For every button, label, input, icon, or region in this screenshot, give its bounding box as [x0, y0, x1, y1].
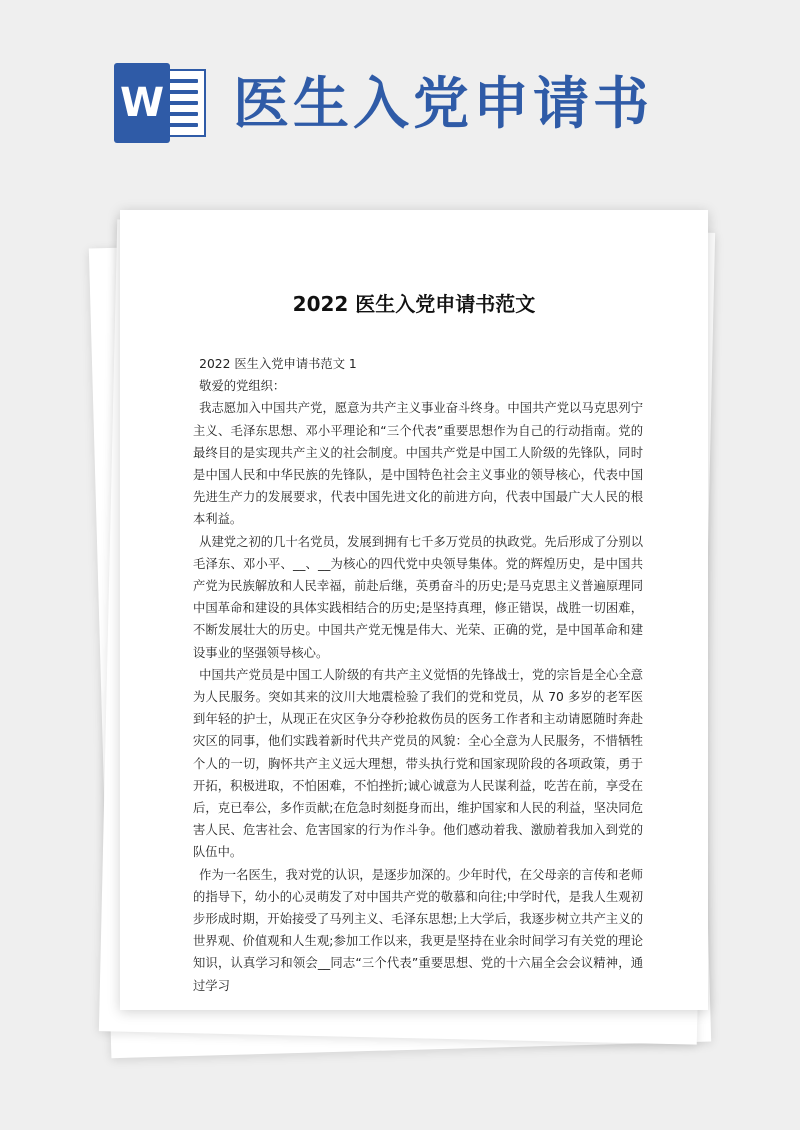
document-paragraph: 我志愿加入中国共产党，愿意为共产主义事业奋斗终身。中国共产党以马克思列宁主义、毛泽东思想、邓小平理论和“三个代表”重要思想作为自己的行动指南。党的最终目的是实现共产主义的社会制度。中国共产党是中国工人阶级的先锋队，同时是中国人民和中华民族的先锋队，是中国特色社会主义事业的领导核心，代表中国先进生产力的发展要求，代表中国先进文化的前进方向，代表中国最广大人民的根本利益。 [193, 401, 643, 527]
document-page [120, 210, 708, 1010]
document-paragraph: 从建党之初的几十名党员，发展到拥有七千多万党员的执政党。先后形成了分别以毛泽东、邓小平、__、__为核心的四代党中央领导集体。党的辉煌历史，是中国共产党为民族解放和人民幸福，前赴后继，英勇奋斗的历史;是马克思主义普遍原理同中国革命和建设的具体实践相结合的历史;是坚持真理，修正错误，战胜一切困难，不断发展壮大的历史。中国共产党无愧是伟大、光荣、正确的党，是中国革命和建设事业的坚强领导核心。 [193, 534, 643, 660]
document-title: 2022 医生入党申请书范文 [292, 292, 536, 316]
banner [0, 0, 800, 160]
word-document-icon [108, 63, 208, 143]
document-heading: 2022 医生入党申请书范文 1 [199, 357, 357, 371]
document-salutation: 敬爱的党组织： [199, 379, 286, 394]
document-paragraph: 中国共产党员是中国工人阶级的有共产主义觉悟的先锋战士，党的宗旨是全心全意为人民服务。突如其来的汶川大地震检验了我们的党和党员，从 70 多岁的老军医到年轻的护士，从现正在灾区争分夺秒抢救伤员的医务工作者和主动请愿随时奔赴灾区的同事，他们实践着新时代共产党员的风貌：全心全意为人民服务，不惜牺牲个人的一切，胸怀共产主义远大理想，带头执行党和国家现阶段的各项政策，勇于开拓，积极进取，不怕困难，不怕挫折;诚心诚意为人民谋利益，吃苦在前，享受在后，克已奉公，多作贡献;在危急时刻挺身而出，维护国家和人民的利益，坚决同危害人民、危害社会、危害国家的行为作斗争。他们感动着我、激励着我加入到党的队伍中。 [193, 667, 643, 860]
word-icon-letter: W [114, 63, 170, 143]
document-paragraph: 作为一名医生，我对党的认识，是逐步加深的。少年时代，在父母亲的言传和老师的指导下，幼小的心灵萌发了对中国共产党的敬慕和向往;中学时代，是我人生观初步形成时期，开始接受了马列主义、毛泽东思想;上大学后，我逐步树立共产主义的世界观、价值观和人生观;参加工作以来，我更是坚持在业余时间学习有关党的理论知识，认真学习和领会__同志“三个代表”重要思想、党的十六届全会会议精神，通过学习 [193, 867, 643, 993]
document-body [193, 353, 643, 997]
banner-title: 医生入党申请书 [233, 72, 653, 137]
